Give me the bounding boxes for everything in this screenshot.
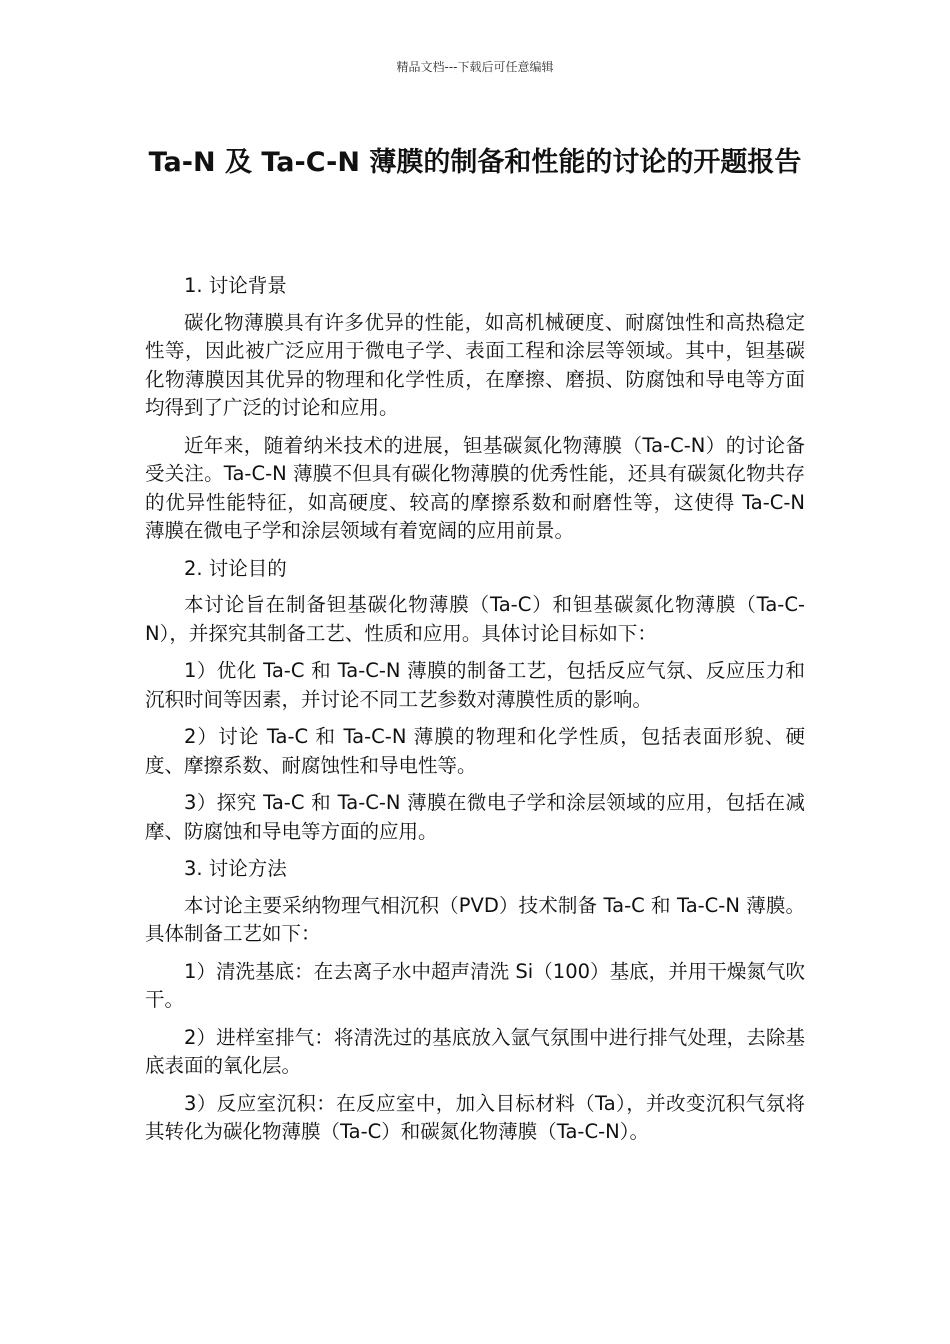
paragraph-method-intro: 本讨论主要采纳物理气相沉积（PVD）技术制备 Ta-C 和 Ta-C-N 薄膜。具体制备工艺如下： — [145, 893, 805, 945]
paragraph-background-1: 碳化物薄膜具有许多优异的性能，如高机械硬度、耐腐蚀性和高热稳定性等，因此被广泛应用于微电子学、表面工程和涂层等领域。其中，钽基碳化物薄膜因其优异的物理和化学性质，在摩擦、磨损、防腐蚀和导电等方面均得到了广泛的讨论和应用。 — [145, 310, 805, 419]
list-item-goal-2: 2）讨论 Ta-C 和 Ta-C-N 薄膜的物理和化学性质，包括表面形貌、硬度、摩擦系数、耐腐蚀性和导电性等。 — [145, 725, 805, 777]
list-item-step-1: 1）清洗基底：在去离子水中超声清洗 Si（100）基底，并用干燥氮气吹干。 — [145, 959, 805, 1011]
section-heading-purpose: 2. 讨论目的 — [184, 556, 287, 580]
section-heading-method: 3. 讨论方法 — [184, 857, 287, 880]
list-item-step-3: 3）反应室沉积：在反应室中，加入目标材料（Ta），并改变沉积气氛将其转化为碳化物薄膜（Ta-C）和碳氮化物薄膜（Ta-C-N）。 — [145, 1091, 805, 1143]
document-title: Ta-N 及 Ta-C-N 薄膜的制备和性能的讨论的开题报告 — [148, 147, 802, 178]
section-heading-background: 1. 讨论背景 — [184, 274, 287, 297]
paragraph-background-2: 近年来，随着纳米技术的进展，钽基碳氮化物薄膜（Ta-C-N）的讨论备受关注。Ta-C-N 薄膜不但具有碳化物薄膜的优秀性能，还具有碳氮化物共存的优异性能特征，如高硬度、较高的摩擦系数和耐磨性等，这使得 Ta-C-N 薄膜在微电子学和涂层领域有着宽阔的应用前景。 — [145, 433, 805, 542]
paragraph-purpose-intro: 本讨论旨在制备钽基碳化物薄膜（Ta-C）和钽基碳氮化物薄膜（Ta-C-N），并探究其制备工艺、性质和应用。具体讨论目标如下： — [145, 593, 805, 645]
page-header-note: 精品文档---下载后可任意编辑 — [396, 60, 554, 74]
list-item-goal-1: 1）优化 Ta-C 和 Ta-C-N 薄膜的制备工艺，包括反应气氛、反应压力和沉积时间等因素，并讨论不同工艺参数对薄膜性质的影响。 — [145, 659, 805, 711]
document-body — [145, 272, 805, 1156]
list-item-goal-3: 3）探究 Ta-C 和 Ta-C-N 薄膜在微电子学和涂层领域的应用，包括在减摩、防腐蚀和导电等方面的应用。 — [145, 791, 805, 843]
list-item-step-2: 2）进样室排气：将清洗过的基底放入氩气氛围中进行排气处理，去除基底表面的氧化层。 — [145, 1025, 805, 1077]
